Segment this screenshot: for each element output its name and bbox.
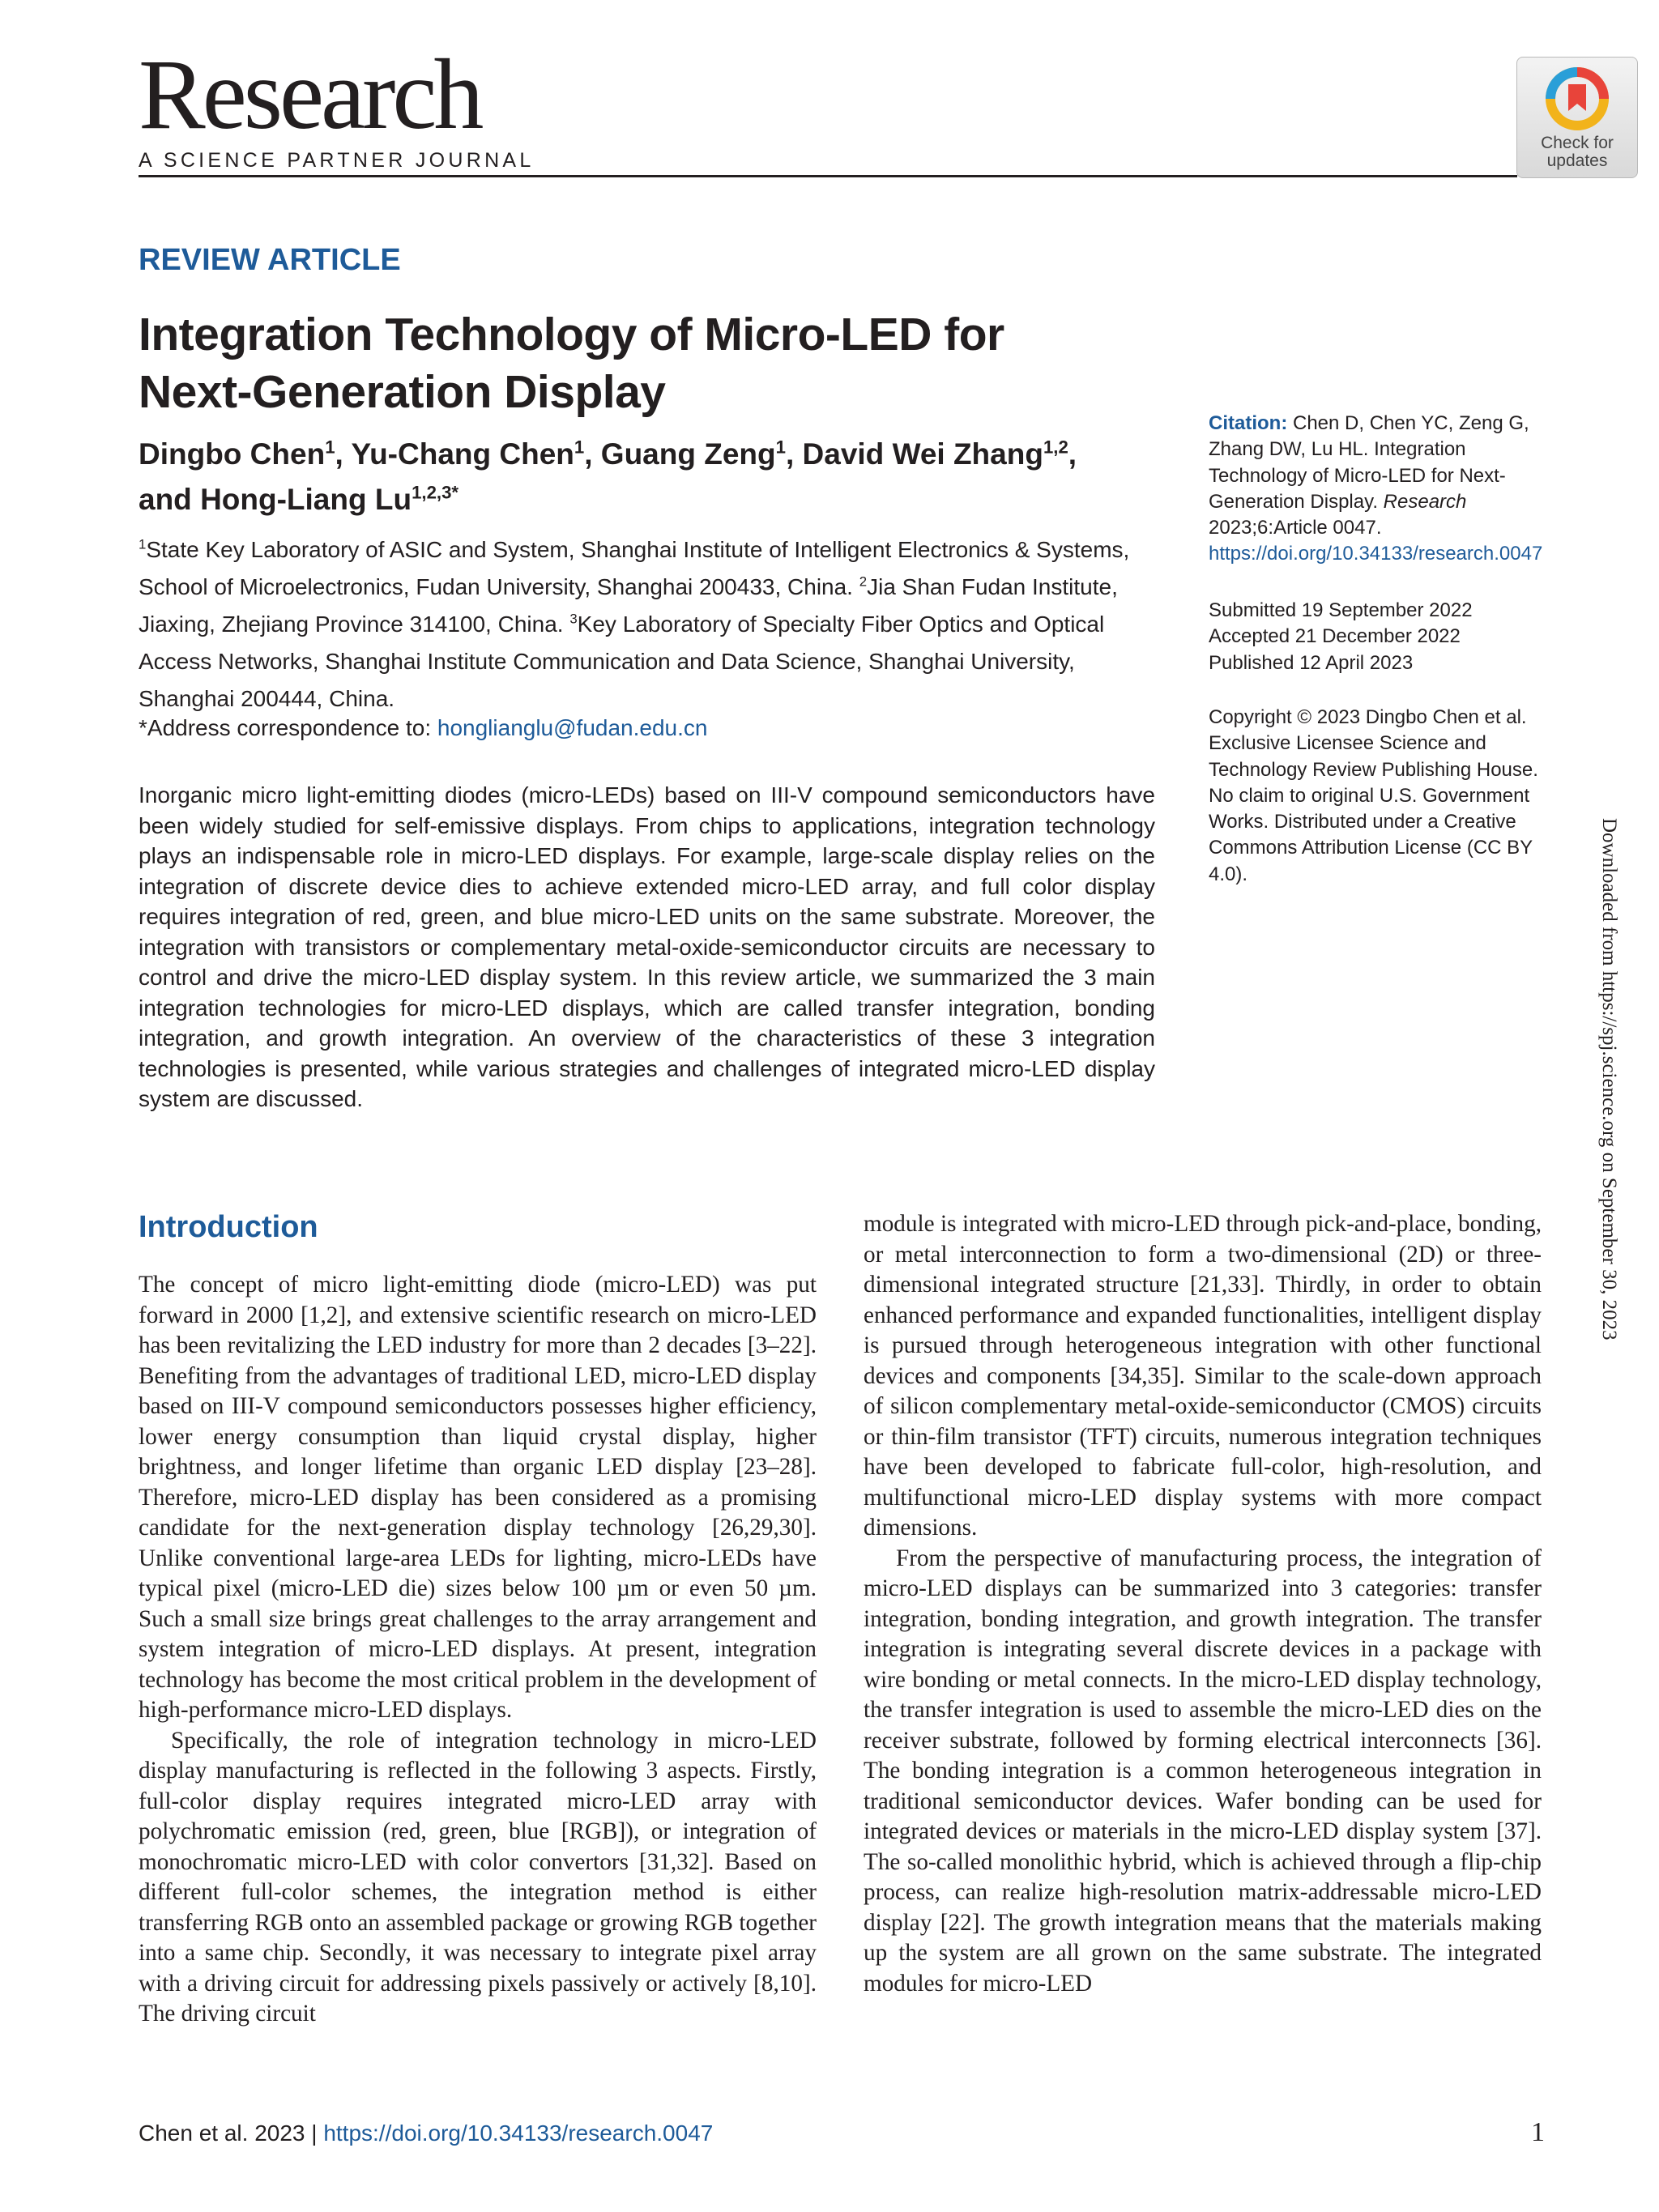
check-for-updates-label-2: updates xyxy=(1546,151,1608,170)
affiliations: $^1$State Key Laboratory of ASIC and System, Shanghai Institute of Intelligent Electronics & Systems, School of Microelectronics, Fudan University, Shanghai 200433, China. $^2$Jia Shan Fudan Institute, Jiaxing, Zhejiang Province 314100, China. $^3$Key Laboratory of Specialty Fiber Optics and Optical Access Networks, Shanghai Institute Communication and Data Science, Shanghai University, Shanghai 200444, China. xyxy=(139,536,1130,711)
masthead-rule xyxy=(139,175,1517,177)
author-name[interactable]: Guang Zeng xyxy=(600,437,776,471)
published-date: Published 12 April 2023 xyxy=(1209,651,1414,674)
citation-block: Citation: Chen D, Chen YC, Zeng G, Zhang DW, Lu HL. Integration Technology of Micro-LED for Next-Generation Display. Research 2023;6:Article 0047. https://doi.org/10.34133/research.0047 xyxy=(1209,412,1543,565)
abstract: Inorganic micro light-emitting diodes (micro-LEDs) based on III-V compound semiconductors have been widely studied for self-emissive displays. From chips to applications, integration technology plays an indispensable role in micro-LED displays. For example, large-scale display relies on the integration of discrete device dies to achieve extended micro-LED array, and full color display requires integration of red, green, and blue micro-LED units on the same substrate. Moreover, the integration with transistors or complementary metal-oxide-semiconductor circuits are necessary to control and drive the micro-LED display system. In this review article, we summarized the 3 main integration technologies for micro-LED displays, which are called transfer integration, bonding integration, and growth integration. An overview of the characteristics of these 3 integration technologies is presented, while various strategies and challenges of integrated micro-LED display system are discussed. xyxy=(139,782,1155,1111)
author-name[interactable]: Yu-Chang Chen xyxy=(351,437,574,471)
author-affiliation-sup: 1,2 xyxy=(1043,437,1068,458)
paragraph: The concept of micro light-emitting diode (micro-LED) was put forward in 2000 [1,2], and extensive scientific research on micro-LED has been revitalizing the LED industry for more than 2 decades [3–22]. Benefiting from the advantages of traditional LED, micro-LED display based on III-V compound semiconductors possesses higher efficiency, lower energy consumption than liquid crystal display, higher brightness, and longer lifetime than organic LED display [23–28]. Therefore, micro-LED display has been considered as a promising candidate for the next-generation display technology [26,29,30]. Unlike conventional large-area LEDs for lighting, micro-LEDs have typical pixel (micro-LED die) sizes below 100 µm or even 50 µm. Such a small size brings great challenges to the array arrangement and system integration of micro-LED displays. At present, integration technology has become the most critical problem in the development of high-performance micro-LED displays. xyxy=(139,1272,817,1723)
citation-doi-link[interactable]: https://doi.org/10.34133/research.0047 xyxy=(1209,543,1543,565)
author-name[interactable]: Hong-Liang Lu xyxy=(200,483,412,516)
author-affiliation-sup: 1 xyxy=(775,437,786,458)
article-title xyxy=(139,306,1192,421)
paragraph: Specifically, the role of integration technology in micro-LED display manufacturing is reflected in the following 3 aspects. Firstly, full-color display requires integrated micro-LED array with polychromatic emission (red, green, blue [RGB]), or integration of monochromatic micro-LED with color convertors [31,32]. Based on different full-color schemes, the integration method is either transferring RGB onto an assembled package or growing RGB together into a same chip. Secondly, it was necessary to integrate pixel array with a driving circuit for addressing pixels passively or actively [8,10]. The driving circuit xyxy=(139,1727,817,2027)
body-column-right xyxy=(864,1209,1542,1999)
copyright-block: Copyright © 2023 Dingbo Chen et al. Exclusive Licensee Science and Technology Review Publishing House. No claim to original U.S. Government Works. Distributed under a Creative Commons Attribution License (CC BY 4.0). xyxy=(1209,706,1538,885)
citation-label: Citation: xyxy=(1209,412,1288,434)
author-affiliation-sup: 1 xyxy=(325,437,335,458)
affiliation-1: State Key Laboratory of ASIC and System, Shanghai Institute of Intelligent Electronics & Systems, School of Microelectronics, Fudan University, Shanghai 200433, China. xyxy=(139,537,1130,599)
article-title-line-1: Integration Technology of Micro-LED for xyxy=(139,309,1004,360)
dates-block xyxy=(1209,598,1549,676)
journal-logo: Research xyxy=(139,39,481,150)
author-affiliation-sup: 1 xyxy=(574,437,585,458)
section-heading-introduction: Introduction xyxy=(139,1210,318,1244)
download-note: Downloaded from https://spj.science.org on September 30, 2023 xyxy=(1598,818,1620,1340)
author-line-2: and Hong-Liang $Lu^{1,2,3*}$ xyxy=(139,482,459,516)
correspondence: *Address correspondence to: honglianglu@fudan.edu.cn xyxy=(139,715,708,740)
affiliation-2: Jia Shan Fudan Institute, Jiaxing, Zhejiang Province 314100, China. xyxy=(139,574,1118,637)
author-line-1: Dingbo Chen$^1$, Yu-Chang Chen$^1$, Guang Zeng$^1$, David Wei Zhang$^{1,2}$, xyxy=(139,437,1077,471)
article-title-line-2: Next-Generation Display xyxy=(139,366,666,418)
paragraph: module is integrated with micro-LED through pick-and-place, bonding, or metal interconnection to form a two-dimensional (2D) or three-dimensional integrated structure [21,33]. Thirdly, in order to obtain enhanced performance and expanded functionalities, intelligent display is pursued through heterogeneous integration with other functional devices and components [34,35]. Similar to the scale-down approach of silicon complementary metal-oxide-semiconductor (CMOS) circuits or thin-film transistor (TFT) circuits, numerous integration techniques have been developed to fabricate full-color, high-resolution, and multifunctional micro-LED display systems with more compact dimensions. xyxy=(864,1211,1542,1541)
author-name[interactable]: Dingbo Chen xyxy=(139,437,326,471)
correspondence-email-link[interactable]: honglianglu@fudan.edu.cn xyxy=(437,715,708,740)
footer-doi-link[interactable]: https://doi.org/10.34133/research.0047 xyxy=(323,2120,714,2146)
affiliation-3: Key Laboratory of Specialty Fiber Optics and Optical Access Networks, Shanghai Institute Communication and Data Science, Shanghai University, Shanghai 200444, China. xyxy=(139,612,1105,711)
paragraph: From the perspective of manufacturing process, the integration of micro-LED displays can be summarized into 3 categories: transfer integration, bonding integration, and growth integration. The transfer integration is integrating several discrete devices in a package with wire bonding or metal connects. In the micro-LED display technology, the transfer integration is used to assemble the micro-LED dies on the receiver substrate, followed by forming electrical interconnects [36]. The bonding integration is a common heterogeneous integration in traditional semiconductor devices. Wafer bonding can be used for integrated devices or materials in the micro-LED display system [37]. The so-called monolithic hybrid, which is achieved through a flip-chip process, can realize high-resolution matrix-addressable micro-LED display [22]. The growth integration means that the materials making up the system are all grown on the same substrate. The integrated modules for micro-LED xyxy=(864,1545,1542,1997)
author-list xyxy=(139,432,1192,522)
journal-masthead xyxy=(139,39,535,173)
body-column-left xyxy=(139,1270,817,2030)
check-for-updates-label-1: Check for xyxy=(1541,134,1614,152)
accepted-date: Accepted 21 December 2022 xyxy=(1209,625,1461,648)
author-affiliation-sup: 1,2,3* xyxy=(412,482,459,503)
author-name[interactable]: David Wei Zhang xyxy=(802,437,1043,471)
footer-citation: Chen et al. 2023 | https://doi.org/10.34133/research.0047 xyxy=(139,2120,714,2146)
submitted-date: Submitted 19 September 2022 xyxy=(1209,599,1473,621)
check-for-updates-button[interactable] xyxy=(1516,57,1638,178)
check-for-updates-icon xyxy=(1545,66,1610,131)
article-type: REVIEW ARTICLE xyxy=(139,243,401,277)
journal-tagline: A SCIENCE PARTNER JOURNAL xyxy=(139,149,535,172)
page-number: 1 xyxy=(1531,2117,1545,2147)
